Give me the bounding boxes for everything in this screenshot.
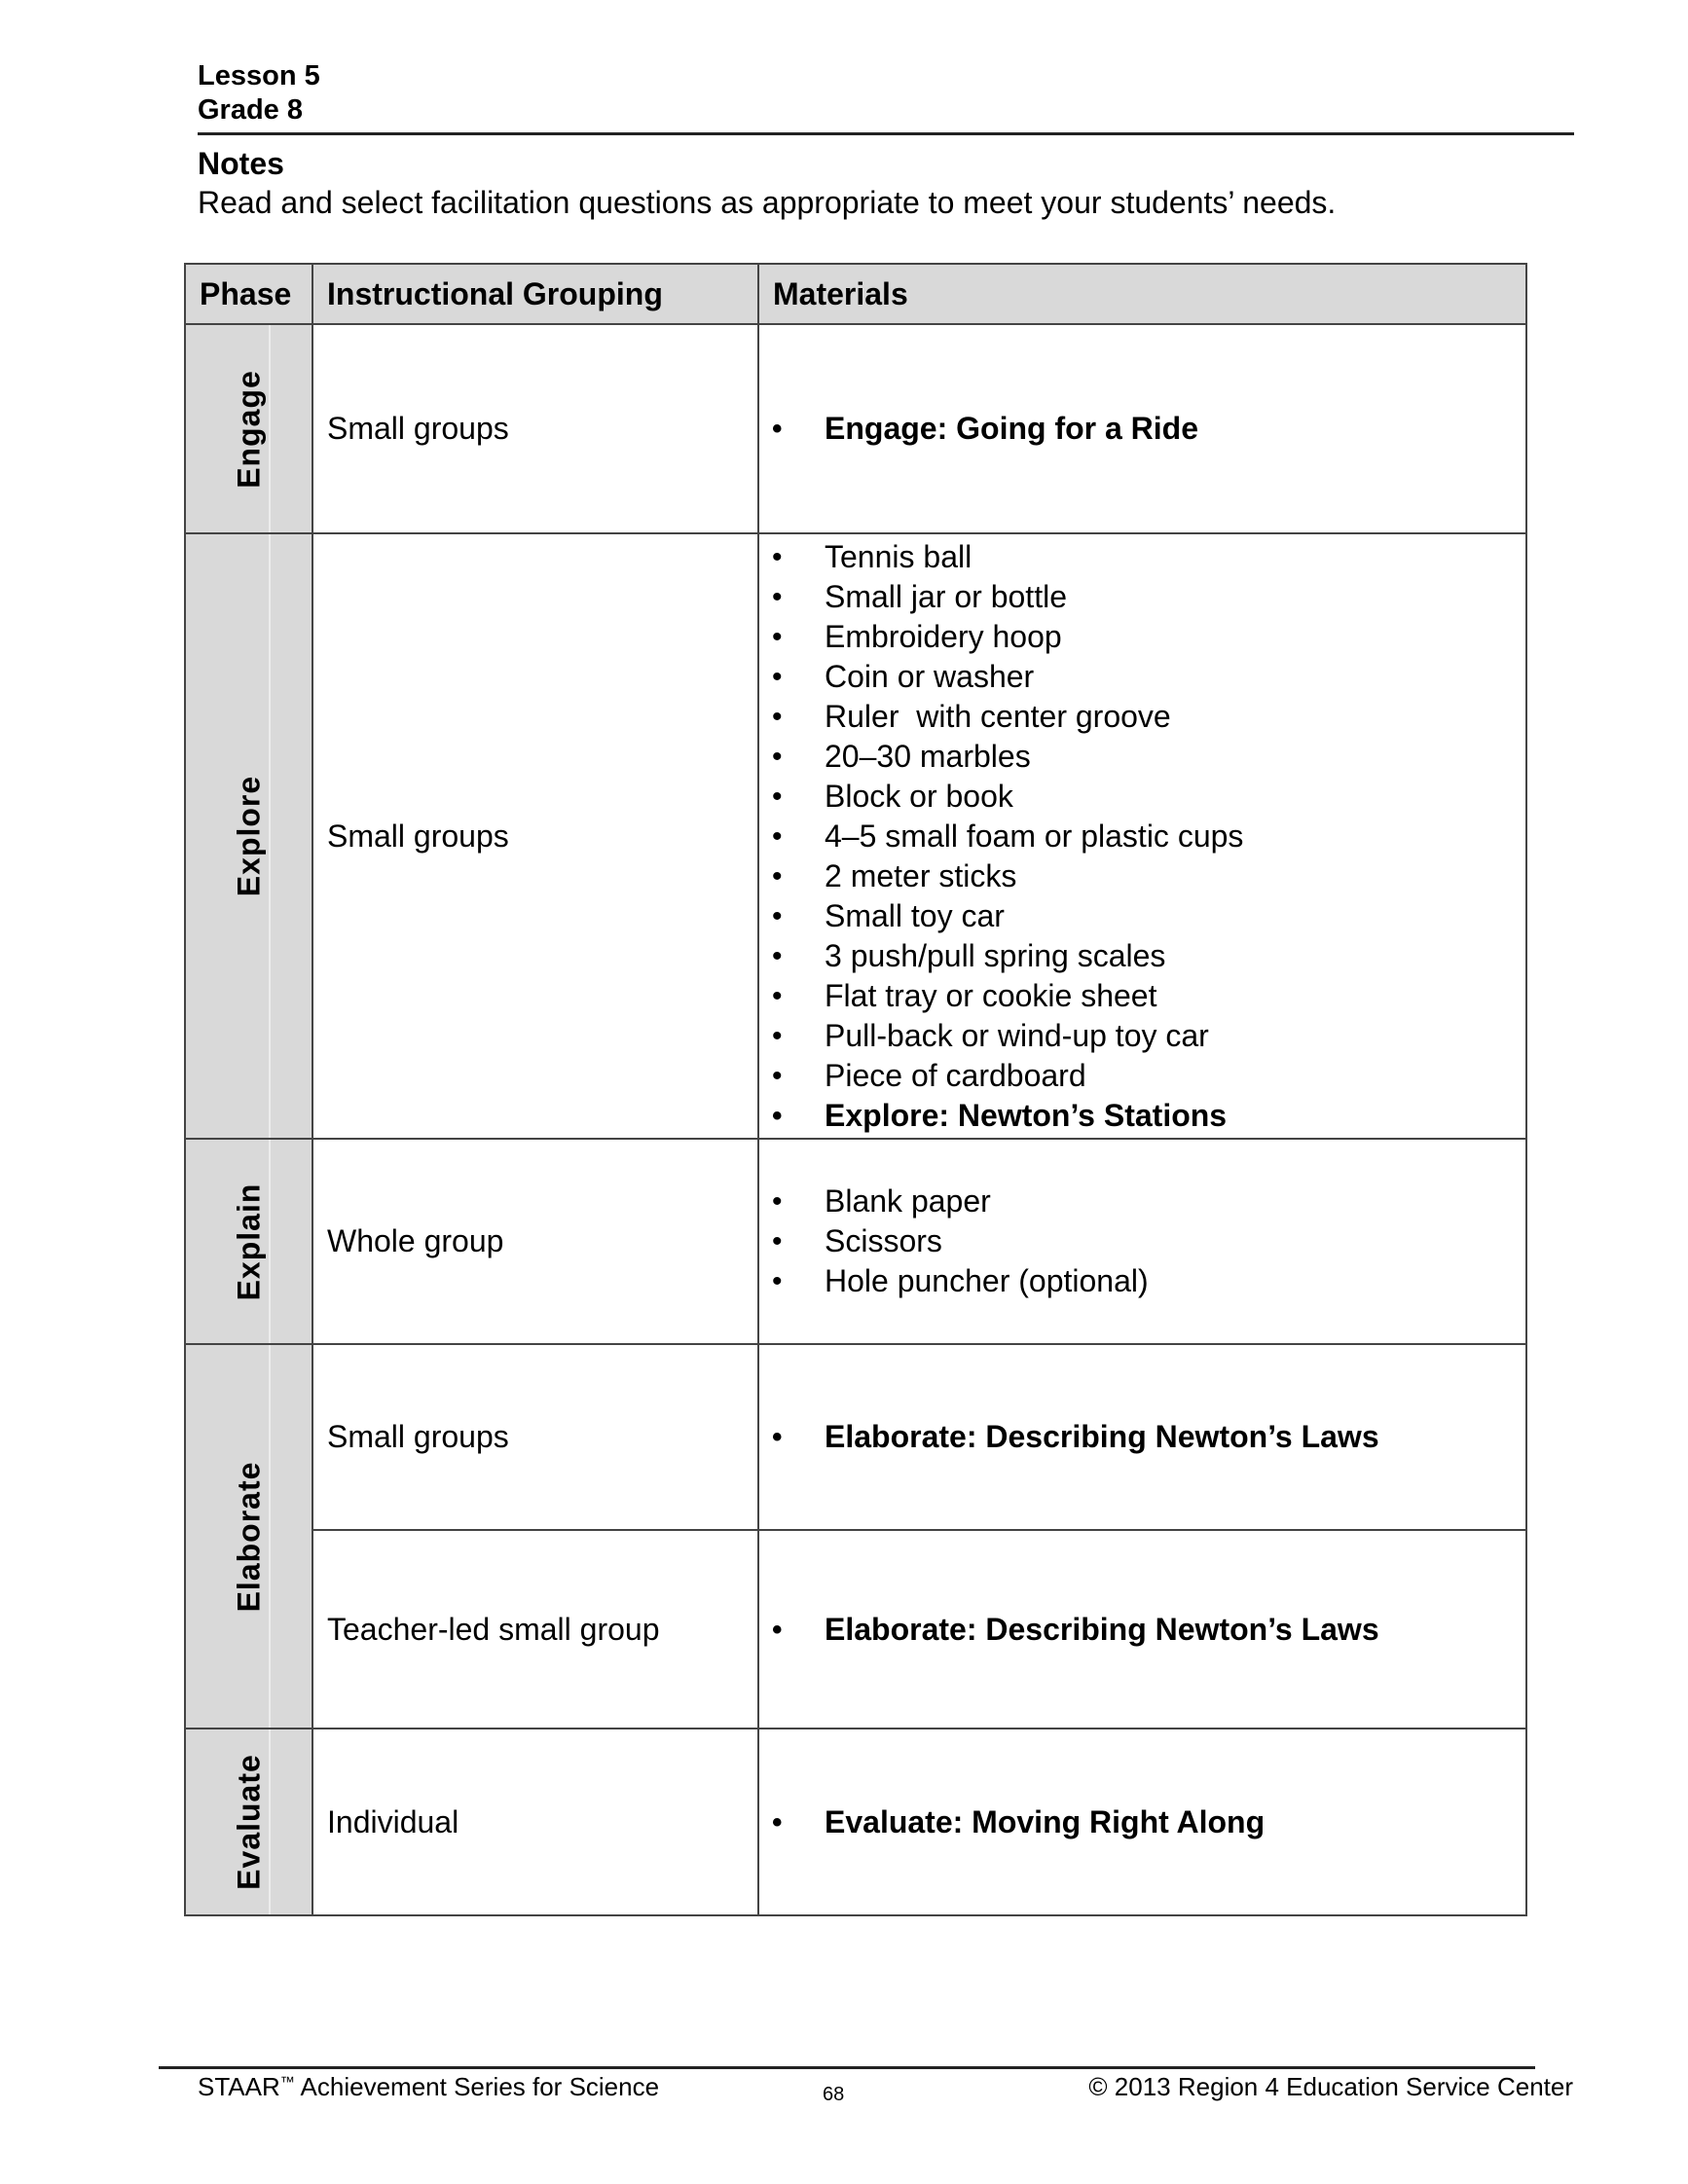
table-row-engage [185,324,1526,533]
lesson-label: Lesson 5 [198,60,320,91]
phase-cell-elaborate [185,1344,312,1729]
list-item: • 20–30 marbles [759,737,1525,777]
list-item: • Elaborate: Describing Newton’s Laws [759,1610,1525,1650]
phase-label-explain: Explain [231,1183,266,1300]
list-item: • Blank paper [759,1182,1525,1221]
page-number: 68 [823,2084,845,2105]
grouping-cell: Small groups [312,324,758,533]
table-row-elaborate-1 [185,1344,1526,1530]
footer-series-name: STAAR [198,2072,280,2101]
grouping-cell: Teacher-led small group [312,1530,758,1729]
list-item: • 3 push/pull spring scales [759,936,1525,976]
materials-list [759,1182,1525,1301]
materials-cell [758,1530,1526,1729]
grouping-cell: Small groups [312,1344,758,1530]
grade-label: Grade 8 [198,94,303,126]
list-item: • Coin or washer [759,657,1525,697]
materials-cell [758,1139,1526,1344]
materials-cell [758,1344,1526,1530]
list-item: • Engage: Going for a Ride [759,409,1525,449]
column-header-phase: Phase [185,264,312,324]
list-item: • Pull-back or wind-up toy car [759,1016,1525,1056]
notes-instruction: Read and select facilitation questions as appropriate to meet your students’ needs. [198,185,1337,220]
list-item: • Embroidery hoop [759,617,1525,657]
list-item: • Hole puncher (optional) [759,1261,1525,1301]
materials-list [759,1802,1525,1842]
phase-label-elaborate: Elaborate [231,1461,266,1612]
phase-label-evaluate: Evaluate [231,1754,266,1890]
grouping-cell: Small groups [312,533,758,1139]
list-item: • Evaluate: Moving Right Along [759,1802,1525,1842]
list-item: • Elaborate: Describing Newton’s Laws [759,1417,1525,1457]
materials-list [759,537,1525,1136]
materials-cell [758,1729,1526,1915]
column-header-grouping: Instructional Grouping [312,264,758,324]
phase-cell-explain [185,1139,312,1344]
list-item: • 2 meter sticks [759,856,1525,896]
materials-list [759,1417,1525,1457]
materials-list [759,1610,1525,1650]
list-item: • Tennis ball [759,537,1525,577]
phase-label-engage: Engage [231,369,266,489]
table-header-row [185,264,1526,324]
list-item: • Explore: Newton’s Stations [759,1096,1525,1136]
footer-series [198,2072,659,2102]
materials-list [759,409,1525,449]
materials-table [184,263,1527,1916]
footer-series-rest: Achievement Series for Science [294,2072,660,2101]
phase-cell-engage [185,324,312,533]
list-item: • Small jar or bottle [759,577,1525,617]
column-header-materials: Materials [758,264,1526,324]
phase-label-explore: Explore [231,775,266,897]
grouping-cell: Individual [312,1729,758,1915]
table-row-explore [185,533,1526,1139]
materials-cell [758,324,1526,533]
list-item: • Small toy car [759,896,1525,936]
table-row-explain [185,1139,1526,1344]
list-item: • 4–5 small foam or plastic cups [759,817,1525,856]
footer-rule [159,2066,1535,2069]
grouping-cell: Whole group [312,1139,758,1344]
list-item: • Ruler with center groove [759,697,1525,737]
table-row-elaborate-2 [185,1530,1526,1729]
list-item: • Scissors [759,1221,1525,1261]
materials-cell [758,533,1526,1139]
header-rule [198,132,1574,135]
footer-copyright: © 2013 Region 4 Education Service Center [1088,2072,1573,2101]
list-item: • Block or book [759,777,1525,817]
list-item: • Flat tray or cookie sheet [759,976,1525,1016]
notes-title: Notes [198,146,284,181]
phase-cell-evaluate [185,1729,312,1915]
list-item: • Piece of cardboard [759,1056,1525,1096]
trademark-symbol: ™ [279,2074,295,2091]
table-row-evaluate [185,1729,1526,1915]
phase-cell-explore [185,533,312,1139]
